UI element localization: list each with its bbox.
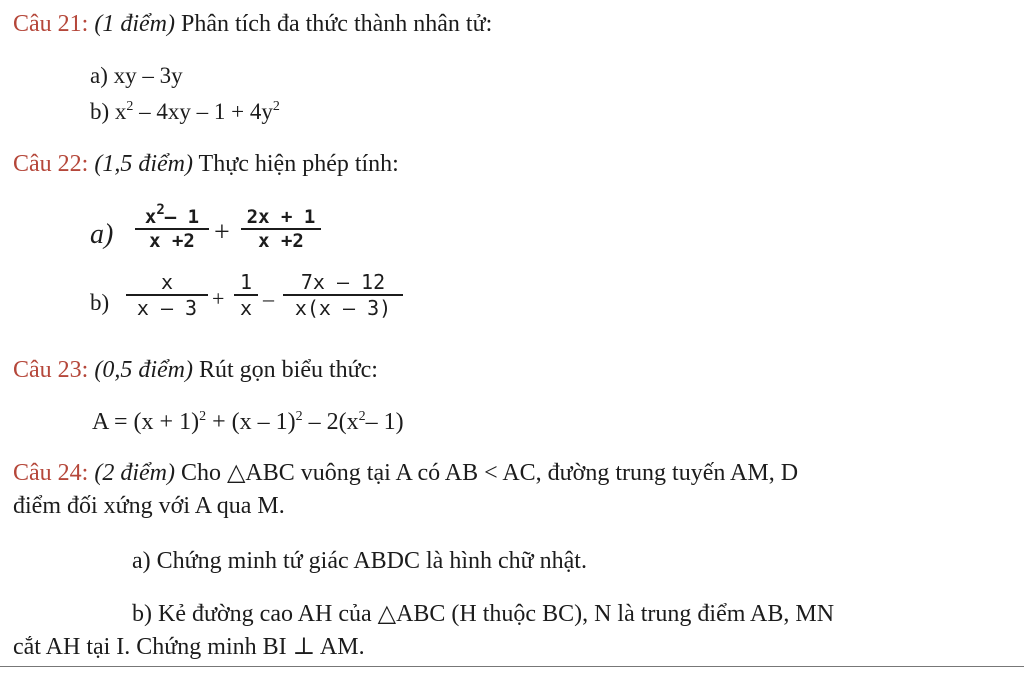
numerator: 2x + 1 (246, 206, 316, 228)
numerator: 7x – 12 (300, 270, 386, 294)
question-21-title: Phân tích đa thức thành nhân tử: (180, 11, 493, 37)
denominator: x +2 (149, 230, 195, 252)
question-24-points: (2 điểm) (94, 460, 175, 486)
question-24-text-line-1: Cho △ABC vuông tại A có AB < AC, đường trung tuyến AM, D (180, 460, 799, 486)
exponent: 2 (295, 409, 303, 424)
question-23-title: Rút gọn biểu thức: (198, 357, 378, 383)
exponent: 2 (126, 99, 134, 114)
expression-part: – 1) (365, 409, 404, 435)
fraction-3 (283, 270, 403, 320)
expression-part: + (x – 1) (206, 409, 296, 435)
question-22-label: Câu 22: (13, 151, 89, 177)
fraction-1 (135, 202, 209, 252)
expression-part: – 2(x (302, 409, 359, 435)
question-21-part-b (90, 98, 280, 126)
numerator: 1 (239, 270, 253, 294)
part-label: b) (90, 99, 110, 124)
denominator: x(x – 3) (294, 296, 392, 320)
question-22-points: (1,5 điểm) (94, 151, 193, 177)
question-24-part-b-line-1: b) Kẻ đường cao AH của △ABC (H thuộc BC), N là trung điểm AB, MN (132, 601, 835, 627)
question-21-part-a (90, 62, 183, 90)
question-21-label: Câu 21: (13, 11, 89, 37)
denominator: x (239, 296, 253, 320)
exponent: 2 (199, 409, 207, 424)
expression: xy – 3y (113, 63, 183, 88)
expression-part: A = (x + 1) (92, 409, 200, 435)
numerator: x (160, 270, 174, 294)
question-22-title: Thực hiện phép tính: (198, 151, 399, 177)
question-24-heading (13, 459, 798, 487)
question-21-points: (1 điểm) (94, 11, 175, 37)
exponent: 2 (156, 202, 165, 218)
fraction-2 (241, 206, 321, 252)
fraction-1 (126, 270, 208, 320)
question-23-points: (0,5 điểm) (94, 357, 193, 383)
question-24-part-b-line-2: cắt AH tại I. Chứng minh BI ⊥ AM. (13, 634, 365, 660)
question-22-part-b-label: b) (90, 290, 110, 315)
question-24-text-line-2: điểm đối xứng với A qua M. (13, 493, 285, 519)
page-bottom-rule (0, 666, 1024, 667)
question-23-expression (92, 408, 404, 436)
numerator-base: x (144, 206, 157, 228)
expression-rest: – 4xy – 1 + 4y (133, 99, 273, 124)
plus-operator: + (214, 217, 230, 248)
denominator: x +2 (258, 230, 304, 252)
question-22-heading (13, 150, 399, 178)
minus-operator: – (263, 286, 274, 311)
expression-base: x (114, 99, 127, 124)
exponent: 2 (272, 99, 280, 114)
exponent: 2 (358, 409, 366, 424)
fraction-2 (234, 270, 258, 320)
question-21-heading (13, 10, 492, 38)
question-23-label: Câu 23: (13, 357, 89, 383)
part-label: a) (90, 63, 108, 88)
question-22-part-a-label: a) (90, 219, 114, 250)
denominator: x – 3 (136, 296, 198, 320)
question-24-label: Câu 24: (13, 460, 89, 486)
numerator (135, 202, 209, 228)
question-24-part-a: a) Chứng minh tứ giác ABDC là hình chữ nhật. (132, 548, 587, 574)
question-23-heading (13, 356, 378, 384)
plus-operator: + (212, 286, 225, 311)
numerator-rest: – 1 (164, 206, 200, 228)
